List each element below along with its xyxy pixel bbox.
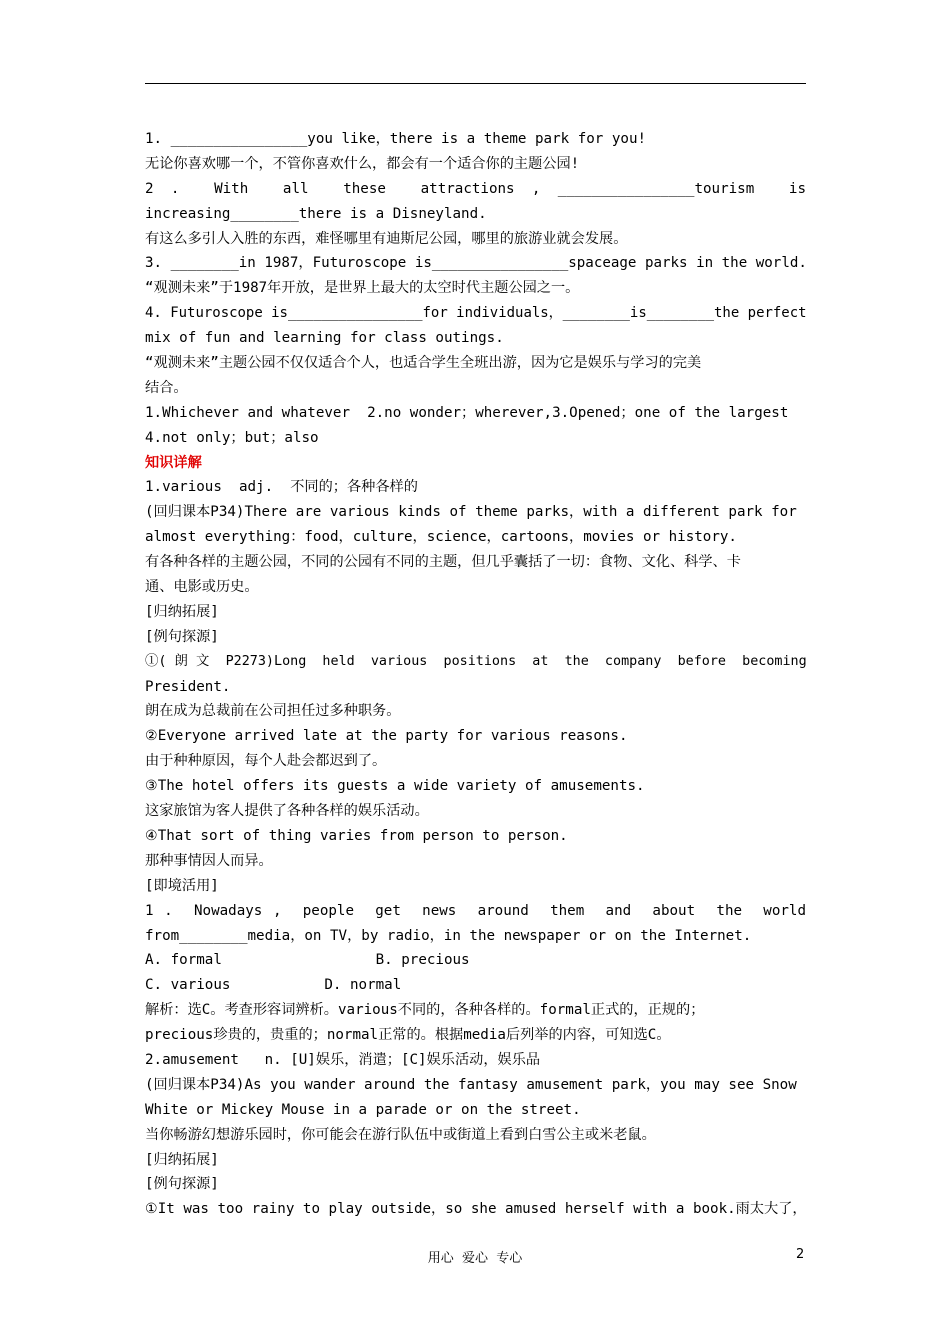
text-line: precious珍贵的，贵重的；normal正常的。根据media后列举的内容，可知选C。 — [145, 1027, 671, 1044]
text-line: 有这么多引人入胜的东西，难怪哪里有迪斯尼公园，哪里的旅游业就会发展。 — [145, 230, 628, 247]
text-line: (回归课本P34)There are various kinds of theme parks，with a different park for — [145, 504, 797, 521]
text-line: ④That sort of thing varies from person to person. — [145, 827, 568, 844]
text-line: 这家旅馆为客人提供了各种各样的娱乐活动。 — [145, 803, 429, 820]
text-line: 1.various adj. 不同的；各种各样的 — [145, 479, 418, 496]
text-line: 4.not only；but；also — [145, 429, 319, 446]
text-line: 解析：选C。考查形容词辨析。various不同的，各种各样的。formal正式的，正规的； — [145, 1002, 705, 1019]
text-line: 通、电影或历史。 — [145, 579, 259, 596]
text-line: 由于种种原因，每个人赴会都迟到了。 — [145, 753, 387, 770]
text-line: 结合。 — [145, 379, 188, 396]
text-line: [归纳拓展] — [145, 603, 219, 620]
text-line: ①It was too rainy to play outside，so she amused herself with a book.雨太大了， — [145, 1201, 807, 1218]
text-line: [归纳拓展] — [145, 1151, 219, 1168]
text-line: White or Mickey Mouse in a parade or on the street. — [145, 1101, 581, 1118]
text-line: 那种事情因人而异。 — [145, 852, 273, 869]
footer-motto: 用心 爱心 专心 — [427, 1251, 523, 1266]
text-line: 有各种各样的主题公园，不同的公园有不同的主题，但几乎囊括了一切：食物、文化、科学、卡 — [145, 554, 741, 571]
text-line: 1 . Nowadays , people get news around them and about the world — [145, 902, 806, 919]
text-line: ③The hotel offers its guests a wide variety of amusements. — [145, 778, 645, 795]
text-line: almost everything：food，culture，science，cartoons，movies or history. — [145, 529, 737, 546]
text-line: C. various D. normal — [145, 977, 402, 994]
text-line: “观测未来”主题公园不仅仅适合个人，也适合学生全班出游，因为它是娱乐与学习的完美 — [145, 355, 702, 372]
text-line: 3. ________in 1987，Futuroscope is________________spaceage parks in the world. — [145, 255, 807, 272]
text-line: [例句探源] — [145, 1176, 219, 1193]
text-line: 2 . With all these attractions , ________________tourism is — [145, 180, 806, 197]
text-line: 朗在成为总裁前在公司担任过多种职务。 — [145, 703, 401, 720]
text-line: 4. Futuroscope is________________for individuals，________is________the perfect — [145, 305, 807, 322]
text-line: A. formal B. precious — [145, 952, 470, 969]
header-rule — [145, 83, 806, 84]
text-line: 1. ________________you like，there is a theme park for you! — [145, 131, 647, 147]
text-line: increasing________there is a Disneyland. — [145, 205, 487, 222]
document-body — [145, 127, 806, 1222]
page-footer — [0, 1247, 950, 1267]
text-line: “观测未来”于1987年开放，是世界上最大的太空时代主题公园之一。 — [145, 280, 580, 297]
text-line: President. — [145, 678, 231, 695]
page-number: 2 — [796, 1247, 805, 1262]
text-line: (回归课本P34)As you wander around the fantasy amusement park，you may see Snow — [145, 1076, 797, 1093]
text-line: [即境活用] — [145, 877, 219, 894]
text-line: ①( 朗 文 P2273)Long held various positions at the company before becoming — [145, 653, 807, 669]
text-line: 无论你喜欢哪一个，不管你喜欢什么，都会有一个适合你的主题公园! — [145, 155, 580, 172]
text-line: 2.amusement n. [U]娱乐，消遣；[C]娱乐活动，娱乐品 — [145, 1051, 541, 1068]
text-line: ②Everyone arrived late at the party for various reasons. — [145, 728, 628, 745]
section-heading: 知识详解 — [145, 454, 202, 471]
text-line: from________media，on TV，by radio，in the newspaper or on the Internet. — [145, 927, 752, 944]
text-line: 1.Whichever and whatever 2.no wonder；wherever,3.Opened；one of the largest — [145, 404, 789, 421]
text-line: mix of fun and learning for class outings. — [145, 330, 504, 347]
text-line: [例句探源] — [145, 628, 219, 645]
text-line: 当你畅游幻想游乐园时，你可能会在游行队伍中或街道上看到白雪公主或米老鼠。 — [145, 1126, 656, 1143]
